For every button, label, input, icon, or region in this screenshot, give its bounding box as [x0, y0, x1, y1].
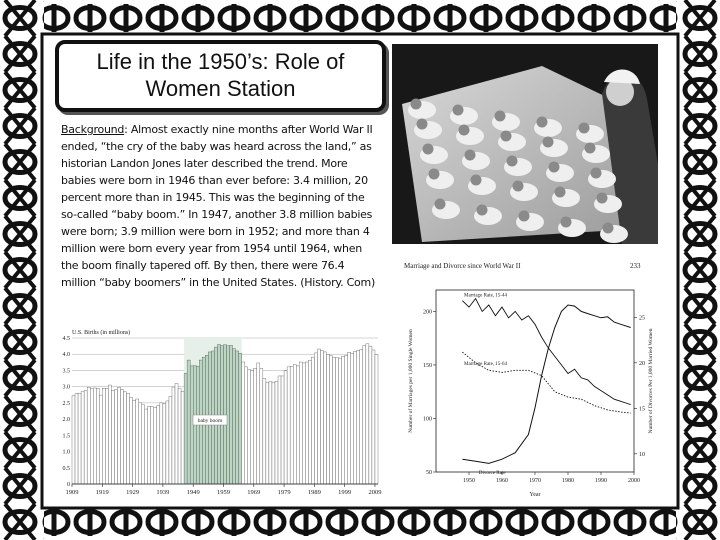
- births-bar: [272, 382, 275, 484]
- baby-head: [411, 99, 422, 110]
- births-xtick-label: 1949: [186, 489, 200, 496]
- slide-title: [59, 48, 382, 102]
- births-bar: [154, 407, 157, 484]
- marriage-xtick-label: 1960: [496, 478, 508, 484]
- births-bar: [326, 354, 329, 484]
- births-bar: [242, 362, 245, 484]
- births-bar: [296, 366, 299, 484]
- births-bar: [223, 345, 226, 484]
- births-bar: [245, 367, 248, 484]
- births-ytick-label: 1.5: [62, 433, 70, 440]
- births-bar: [263, 378, 266, 484]
- births-bar: [293, 365, 296, 484]
- marriage-ytick-right-label: 25: [639, 315, 645, 322]
- births-bar: [166, 401, 169, 484]
- births-ytick-label: 3.0: [62, 384, 70, 391]
- births-xtick-label: 1919: [95, 489, 109, 496]
- births-bar: [354, 351, 357, 484]
- births-bar: [342, 356, 345, 484]
- births-bar: [248, 370, 251, 484]
- marriage-series-label: Marriage Rate, 15-64: [464, 361, 507, 367]
- marriage-ytick-left-label: 150: [423, 362, 432, 369]
- births-xtick-label: 1969: [247, 489, 261, 496]
- births-bar: [78, 393, 81, 484]
- marriage-divorce-chart: [398, 256, 658, 500]
- baby-boom-label: baby boom: [197, 418, 223, 424]
- births-bar: [375, 354, 378, 484]
- marriage-ytick-left-label: 50: [426, 470, 432, 476]
- births-chart-title: U.S. Births (in millions): [72, 330, 131, 336]
- births-bar: [175, 383, 178, 484]
- marriage-series-line: [462, 305, 630, 463]
- births-bar: [96, 388, 99, 484]
- births-xtick-label: 1959: [216, 489, 230, 496]
- births-bar: [330, 356, 333, 484]
- births-bar: [117, 387, 120, 484]
- baby-head: [417, 119, 428, 130]
- baby-head: [507, 156, 518, 167]
- births-xtick-label: 1909: [65, 489, 79, 496]
- births-bar: [360, 350, 363, 484]
- births-bar: [84, 391, 87, 484]
- births-bar: [363, 345, 366, 484]
- marriage-ylabel-left: Number of Marriages per 1,000 Single Women: [408, 329, 414, 433]
- births-bar: [366, 344, 369, 484]
- births-bar: [348, 352, 351, 484]
- births-bar: [254, 368, 257, 484]
- births-bar: [260, 368, 263, 484]
- births-ytick-label: 4.0: [62, 352, 70, 359]
- births-bar: [317, 349, 320, 484]
- births-ytick-label: 3.5: [62, 368, 70, 375]
- baby-head: [591, 168, 602, 179]
- births-ytick-label: 4.5: [62, 336, 70, 342]
- births-bar: [336, 358, 339, 484]
- births-bar: [357, 351, 360, 484]
- births-bar: [87, 387, 90, 484]
- births-ytick-label: 0: [67, 482, 70, 488]
- births-ytick-label: 2.5: [62, 400, 70, 407]
- baby-head: [555, 187, 566, 198]
- marriage-ytick-right-label: 10: [639, 451, 645, 458]
- baby-head: [495, 111, 506, 122]
- baby-head: [477, 205, 488, 216]
- baby-head: [561, 217, 572, 228]
- baby-head: [543, 137, 554, 148]
- births-ytick-label: 1.0: [62, 449, 70, 456]
- births-bar: [257, 363, 260, 484]
- baby-head: [513, 181, 524, 192]
- births-bar: [351, 353, 354, 484]
- marriage-chart-header-right: 233: [630, 262, 641, 270]
- births-bar: [233, 349, 236, 484]
- births-bar: [93, 388, 96, 484]
- births-bar: [251, 370, 254, 484]
- baby-head: [603, 223, 614, 234]
- births-bar: [133, 400, 136, 484]
- baby-head: [519, 211, 530, 222]
- births-bar: [339, 358, 342, 484]
- marriage-ytick-left-label: 200: [423, 309, 432, 316]
- births-bar: [178, 389, 181, 484]
- births-bar: [151, 407, 154, 484]
- baby-head: [465, 150, 476, 161]
- baby-head: [549, 162, 560, 173]
- marriage-chart-header-left: Marriage and Divorce since World War II: [404, 262, 521, 270]
- births-bar: [345, 356, 348, 484]
- births-bar: [130, 397, 133, 484]
- marriage-xtick-label: 1980: [562, 478, 574, 484]
- births-bar: [320, 351, 323, 484]
- births-bar: [105, 388, 108, 484]
- marriage-xlabel: Year: [529, 492, 541, 498]
- births-bar: [314, 353, 317, 484]
- baby-head: [453, 105, 464, 116]
- births-bar: [81, 392, 84, 484]
- title-line-1: Life in the 1950’s: Role of: [96, 49, 345, 74]
- births-xtick-label: 2009: [368, 489, 382, 496]
- births-bar: [236, 351, 239, 484]
- marriage-ytick-right-label: 15: [639, 406, 645, 413]
- births-bar: [284, 371, 287, 484]
- births-xtick-label: 1929: [126, 489, 140, 496]
- background-body: : Almost exactly nine months after World War II ended, “the cry of the baby was heard across the land,” as historian Landon Jones later described the trend. More babies were born in 1946 than ever before: 3.4 million, 20 percent more than in 1945. This was the beginning of the so-called “baby boom.” In 1947, another 3.8 million babies were born; 3.9 million were born in 1952; and more than 4 million were born every year from 1954 until 1964, when the boom finally tapered off. By then, there were 76.4 million “baby boomers” in the United States. (History. Com): [61, 123, 375, 289]
- baby-head: [423, 144, 434, 155]
- births-bar: [124, 392, 127, 484]
- background-paragraph: [61, 121, 379, 291]
- births-bar: [75, 394, 78, 484]
- baby-head: [537, 117, 548, 128]
- births-bar: [120, 390, 123, 484]
- background-label: Background: [61, 123, 125, 136]
- births-bar: [72, 396, 75, 484]
- births-bar: [190, 366, 193, 484]
- births-bar: [157, 406, 160, 484]
- births-bar: [169, 396, 172, 484]
- births-bar: [302, 363, 305, 484]
- births-bar: [266, 382, 269, 484]
- births-bar: [172, 387, 175, 484]
- births-bar: [299, 362, 302, 484]
- marriage-series-line: [462, 299, 630, 405]
- births-bar: [372, 350, 375, 484]
- births-bar: [136, 399, 139, 484]
- births-bar: [239, 353, 242, 484]
- births-bar: [278, 376, 281, 484]
- births-bar: [108, 385, 111, 484]
- marriage-xtick-label: 1950: [463, 478, 475, 484]
- births-bar: [311, 357, 314, 484]
- births-bar: [160, 403, 163, 484]
- marriage-xtick-label: 2000: [628, 478, 640, 484]
- births-xtick-label: 1939: [156, 489, 170, 496]
- births-bar: [305, 362, 308, 484]
- baby-head: [579, 123, 590, 134]
- births-bar: [290, 366, 293, 484]
- marriage-series-label: Marriage Rate, 15-44: [464, 293, 507, 299]
- births-bar: [323, 352, 326, 484]
- births-bar: [230, 345, 233, 484]
- births-xtick-label: 1999: [338, 489, 352, 496]
- births-bar: [142, 405, 145, 484]
- births-bar: [102, 388, 105, 484]
- births-bar: [217, 344, 220, 484]
- baby-head: [597, 193, 608, 204]
- births-bar: [114, 390, 117, 484]
- title-line-2: Women Station: [145, 76, 296, 101]
- births-bar: [275, 381, 278, 484]
- marriage-ytick-right-label: 20: [639, 360, 645, 367]
- births-bar: [269, 381, 272, 484]
- baby-head: [435, 199, 446, 210]
- births-bar: [308, 360, 311, 484]
- marriage-xtick-label: 1990: [595, 478, 607, 484]
- nursery-photo: [392, 44, 658, 244]
- births-xtick-label: 1989: [307, 489, 321, 496]
- births-bar: [287, 367, 290, 484]
- births-ytick-label: 2.0: [62, 417, 70, 424]
- births-ytick-label: 0.5: [62, 465, 70, 472]
- marriage-ytick-left-label: 100: [423, 416, 432, 423]
- births-bar: [99, 395, 102, 484]
- births-bar: [163, 404, 166, 484]
- baby-head: [501, 131, 512, 142]
- baby-head: [585, 143, 596, 154]
- marriage-ylabel-right: Number of Divorces Per 1,000 Married Women: [648, 328, 654, 434]
- births-bar: [139, 403, 142, 484]
- marriage-xtick-label: 1970: [529, 478, 541, 484]
- births-bar: [148, 406, 151, 484]
- births-bar: [145, 409, 148, 484]
- baby-head: [459, 125, 470, 136]
- marriage-series-label: Divorce Rate: [478, 471, 506, 477]
- births-bar: [181, 391, 184, 484]
- baby-head: [471, 175, 482, 186]
- births-bar: [111, 391, 114, 484]
- births-xtick-label: 1979: [277, 489, 291, 496]
- births-bar: [90, 388, 93, 484]
- births-bar: [184, 373, 187, 484]
- births-chart: [56, 326, 384, 498]
- births-bar: [333, 357, 336, 484]
- baby-head: [429, 169, 440, 180]
- births-bar: [127, 393, 130, 484]
- births-bar: [187, 360, 190, 484]
- births-bar: [369, 346, 372, 484]
- title-box: [55, 40, 386, 112]
- births-bar: [281, 376, 284, 484]
